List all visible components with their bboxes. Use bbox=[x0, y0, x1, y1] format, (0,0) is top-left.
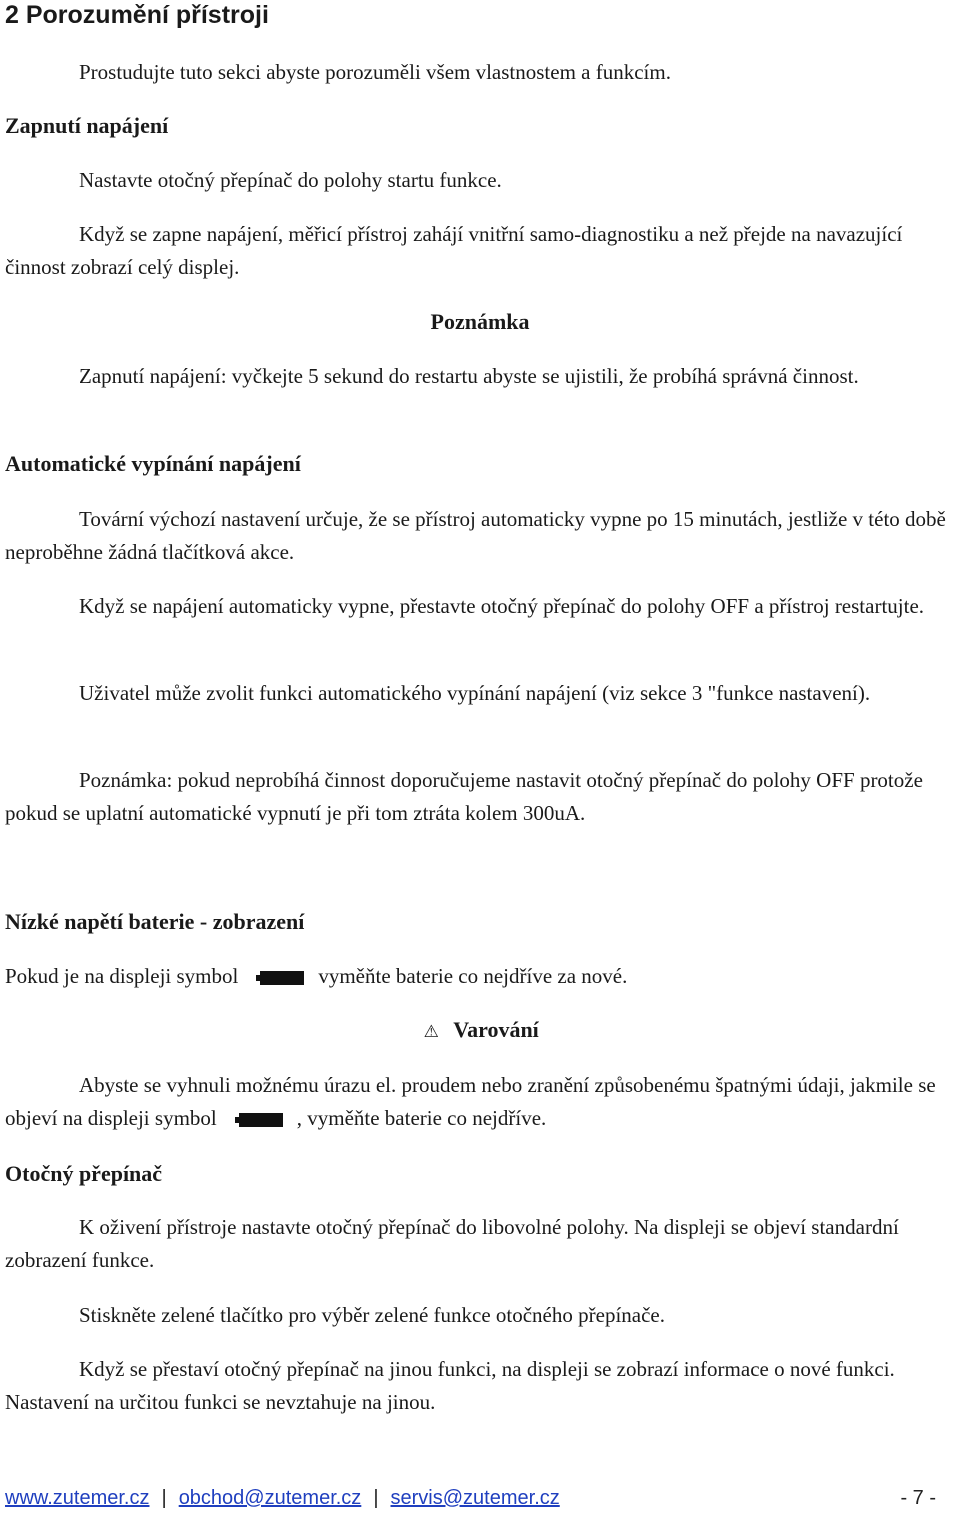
low-battery-heading: Nízké napětí baterie - zobrazení bbox=[5, 909, 305, 934]
footer-separator: | bbox=[161, 1487, 167, 1509]
warning-text-before: Abyste se vyhnuli možnému úrazu el. proudem nebo zranění způsobenému špatnými údaji, jakmile se objeví na displeji symbol bbox=[5, 1073, 936, 1130]
rotary-paragraph-3: Když se přestaví otočný přepínač na jinou funkci, na displeji se zobrazí informace o nové funkci. Nastavení na určitou funkci se nevztahuje na jinou. bbox=[5, 1357, 895, 1414]
auto-off-paragraph-3: Uživatel může zvolit funkci automatického vypínání napájení (viz sekce 3 "funkce nastavení). bbox=[79, 681, 871, 705]
note-text: Zapnutí napájení: vyčkejte 5 sekund do restartu abyste se ujistili, že probíhá správná činnost. bbox=[79, 364, 859, 388]
warning-heading-row bbox=[0, 1016, 960, 1046]
auto-off-heading: Automatické vypínání napájení bbox=[5, 451, 301, 476]
battery-low-icon bbox=[239, 1113, 283, 1127]
auto-off-paragraph-2: Když se napájení automaticky vypne, přestavte otočný přepínač do polohy OFF a přístroj restartujte. bbox=[79, 594, 925, 618]
warning-triangle-icon: ⚠ bbox=[423, 1022, 439, 1041]
rotary-heading: Otočný přepínač bbox=[5, 1161, 163, 1186]
warning-text bbox=[5, 1069, 956, 1135]
low-battery-line-after: vyměňte baterie co nejdříve za nové. bbox=[318, 964, 628, 988]
battery-low-icon bbox=[260, 971, 304, 985]
auto-off-note: Poznámka: pokud neprobíhá činnost doporučujeme nastavit otočný přepínač do polohy OFF protože pokud se uplatní automatické vypnutí je při tom ztráta kolem 300uA. bbox=[5, 768, 923, 825]
warning-heading: Varování bbox=[453, 1017, 539, 1042]
footer-web-link[interactable]: www.zutemer.cz bbox=[5, 1487, 150, 1509]
footer-service-email-link[interactable]: servis@zutemer.cz bbox=[390, 1487, 560, 1509]
section-title: 2 Porozumění přístroji bbox=[5, 1, 269, 29]
footer-separator: | bbox=[373, 1487, 379, 1509]
rotary-paragraph-1: K oživení přístroje nastavte otočný přepínač do libovolné polohy. Na displeji se objeví standardní zobrazení funkce. bbox=[5, 1215, 899, 1272]
intro-paragraph: Prostudujte tuto sekci abyste porozuměli všem vlastnostem a funkcím. bbox=[79, 60, 671, 84]
power-on-heading: Zapnutí napájení bbox=[5, 113, 169, 138]
footer-shop-email-link[interactable]: obchod@zutemer.cz bbox=[178, 1487, 362, 1509]
note-heading: Poznámka bbox=[430, 309, 530, 334]
page-number: - 7 - bbox=[900, 1487, 936, 1509]
auto-off-paragraph-1: Tovární výchozí nastavení určuje, že se přístroj automaticky vypne po 15 minutách, jestliže v této době neproběhne žádná tlačítková akce. bbox=[5, 507, 946, 564]
power-on-paragraph-2: Když se zapne napájení, měřicí přístroj zahájí vnitřní samo-diagnostiku a než přejde na navazující činnost zobrazí celý displej. bbox=[5, 222, 903, 279]
page-footer bbox=[5, 1484, 936, 1512]
low-battery-line-before: Pokud je na displeji symbol bbox=[5, 964, 239, 988]
low-battery-line bbox=[5, 960, 956, 993]
power-on-paragraph-1: Nastavte otočný přepínač do polohy startu funkce. bbox=[79, 168, 502, 192]
warning-text-after: , vyměňte baterie co nejdříve. bbox=[296, 1106, 547, 1130]
rotary-paragraph-2: Stiskněte zelené tlačítko pro výběr zelené funkce otočného přepínače. bbox=[79, 1303, 665, 1327]
